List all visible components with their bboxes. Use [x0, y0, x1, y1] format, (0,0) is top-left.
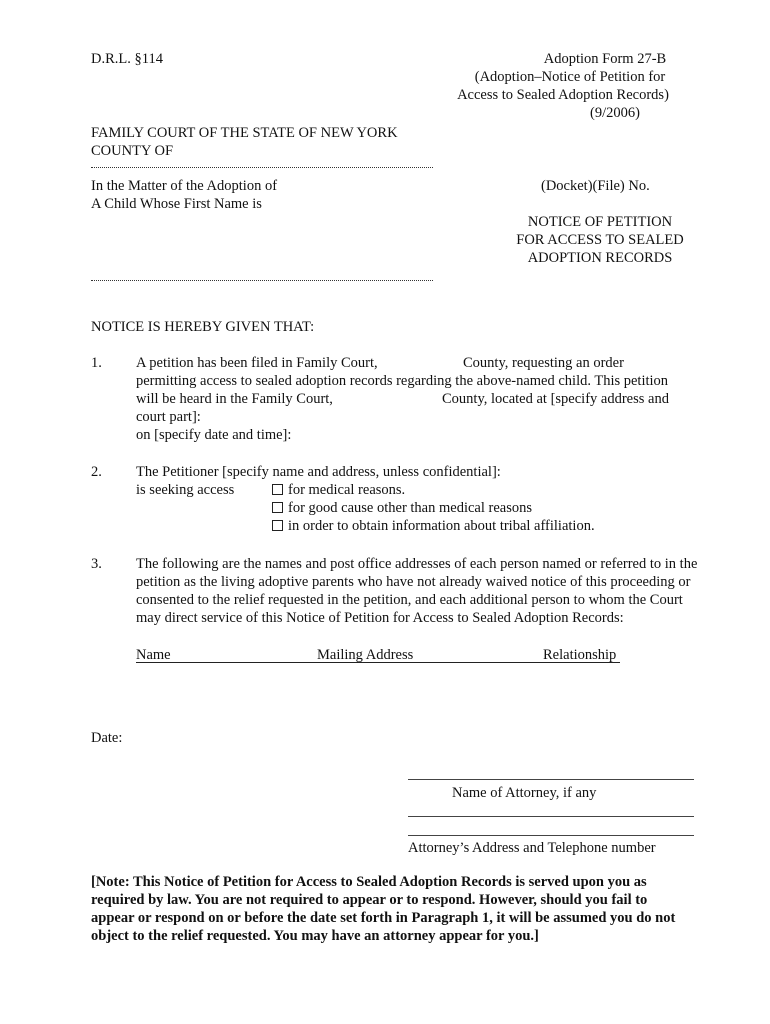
- attorney-name-label: Name of Attorney, if any: [452, 785, 597, 801]
- form-date: (9/2006): [590, 105, 640, 121]
- form-number: Adoption Form 27-B: [543, 51, 667, 67]
- option-medical-label: for medical reasons.: [288, 482, 406, 498]
- notice-intro: NOTICE IS HEREBY GIVEN THAT:: [91, 319, 315, 335]
- matter-line1: In the Matter of the Adoption of: [91, 178, 278, 194]
- county-dotted-line: [91, 167, 433, 168]
- item2-number: 2.: [91, 464, 102, 480]
- service-note: [Note: This Notice of Petition for Access to Sealed Adoption Records is served upon you as required by law. You are not required to appear or to respond. However, should you fail to appear or respond on or before the date set forth in Paragraph 1, it will be assumed you do not object to the relief requested. You may have an attorney appear for you.]: [91, 874, 676, 944]
- notice-title-line2: FOR ACCESS TO SEALED: [516, 232, 684, 248]
- attorney-address-line1: [408, 816, 694, 817]
- item1-line2: permitting access to sealed adoption records regarding the above-named child. This petition: [136, 373, 669, 389]
- attorney-name-line: [408, 779, 694, 780]
- column-mailing-address: Mailing Address: [317, 647, 414, 663]
- county-label: COUNTY OF: [91, 143, 174, 159]
- item3-text: The following are the names and post office addresses of each person named or referred to in the petition as the living adoptive parents who have not already waived notice of this proceeding or consented to the relief requested in the petition, and each additional person to whom the Court may direct service of this Notice of Petition for Access to Sealed Adoption Records:: [136, 556, 698, 626]
- option-good-cause[interactable]: [272, 499, 532, 517]
- statute-reference: D.R.L. §114: [91, 51, 163, 67]
- column-relationship: Relationship: [543, 647, 617, 663]
- item1-line1b: County, requesting an order: [463, 355, 624, 371]
- column-name: Name: [136, 647, 171, 663]
- item1-number: 1.: [91, 355, 102, 371]
- notice-title-line3: ADOPTION RECORDS: [527, 250, 673, 266]
- notice-title-line1: NOTICE OF PETITION: [527, 214, 673, 230]
- form-description-line1: (Adoption–Notice of Petition for: [474, 69, 666, 85]
- item1-line1a: A petition has been filed in Family Court,: [136, 355, 378, 371]
- item3-number: 3.: [91, 556, 102, 572]
- caption-dotted-line: [91, 280, 433, 281]
- attorney-address-line2: [408, 835, 694, 836]
- form-description-line2: Access to Sealed Adoption Records): [457, 87, 669, 103]
- court-name: FAMILY COURT OF THE STATE OF NEW YORK: [91, 125, 398, 141]
- item1-line3a: will be heard in the Family Court,: [136, 391, 333, 407]
- option-medical[interactable]: [272, 481, 405, 499]
- attorney-address-label: Attorney’s Address and Telephone number: [408, 840, 656, 856]
- item1-line5: on [specify date and time]:: [136, 427, 292, 443]
- column-header-underline: [136, 662, 620, 663]
- option-good-cause-label: for good cause other than medical reasons: [288, 500, 532, 516]
- item1-line3b: County, located at [specify address and: [442, 391, 669, 407]
- checkbox-icon[interactable]: [272, 520, 283, 531]
- checkbox-icon[interactable]: [272, 484, 283, 495]
- option-tribal-label: in order to obtain information about tribal affiliation.: [288, 518, 595, 534]
- option-tribal[interactable]: [272, 517, 595, 535]
- item1-line4: court part]:: [136, 409, 201, 425]
- date-label: Date:: [91, 730, 123, 746]
- matter-line2: A Child Whose First Name is: [91, 196, 262, 212]
- item2-seeking: is seeking access: [136, 482, 235, 498]
- checkbox-icon[interactable]: [272, 502, 283, 513]
- docket-number-label: (Docket)(File) No.: [541, 178, 650, 194]
- item2-line1: The Petitioner [specify name and address, unless confidential]:: [136, 464, 501, 480]
